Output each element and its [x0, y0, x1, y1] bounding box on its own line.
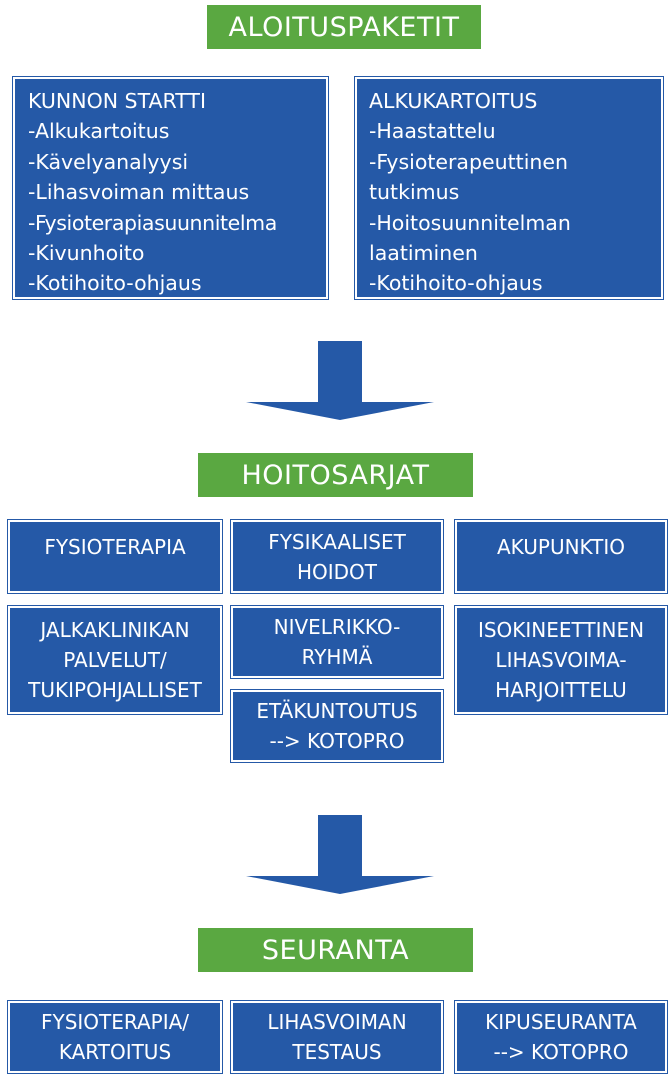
akupunktio-box: [455, 520, 667, 593]
alkukartoitus-title: ALKUKARTOITUS: [369, 89, 538, 113]
akupunktio-label: AKUPUNKTIO: [497, 535, 625, 559]
alkukartoitus-box: [355, 77, 663, 299]
isokineettinen-label: ISOKINEETTINEN LIHASVOIMA- HARJOITTELU: [477, 618, 645, 702]
fysioterapia-kartoitus-label: FYSIOTERAPIA/ KARTOITUS: [40, 1010, 190, 1064]
etakuntoutus-label: ETÄKUNTOUTUS --> KOTOPRO: [256, 699, 418, 753]
down-arrow-icon: [244, 815, 436, 895]
kunnon-startti-item: -Kotihoito-ohjaus: [28, 271, 202, 296]
down-arrow-icon: [244, 341, 436, 421]
alkukartoitus-line: laatiminen: [369, 241, 478, 266]
jalkaklinikka-box: [8, 606, 222, 714]
alkukartoitus-line: tutkimus: [369, 180, 460, 205]
fysioterapia-label: FYSIOTERAPIA: [44, 535, 186, 559]
isokineettinen-box: [455, 606, 667, 714]
kunnon-startti-title: KUNNON STARTTI: [28, 89, 207, 113]
fysikaaliset-hoidot-box: [231, 520, 443, 593]
nivelrikko-ryhma-box: [231, 606, 443, 678]
hoitosarjat-header: HOITOSARJAT: [198, 453, 473, 497]
kunnon-startti-item: -Kivunhoito: [28, 241, 145, 266]
lihasvoiman-testaus-box: [231, 1001, 443, 1073]
seuranta-header: SEURANTA: [198, 928, 473, 972]
kunnon-startti-item: -Fysioterapiasuunnitelma: [28, 210, 277, 235]
fysioterapia-box: [8, 520, 222, 593]
fysikaaliset-hoidot-label: FYSIKAALISET HOIDOT: [268, 529, 406, 584]
nivelrikko-ryhma-label: NIVELRIKKO- RYHMÄ: [273, 615, 401, 669]
kunnon-startti-item: -Alkukartoitus: [28, 119, 170, 144]
etakuntoutus-box: [231, 690, 443, 762]
alkukartoitus-line: -Kotihoito-ohjaus: [369, 271, 543, 296]
kipuseuranta-box: [455, 1001, 667, 1073]
alkukartoitus-line: -Haastattelu: [369, 119, 496, 144]
aloituspaketit-header: ALOITUSPAKETIT: [207, 5, 481, 49]
lihasvoiman-testaus-label: LIHASVOIMAN TESTAUS: [267, 1010, 407, 1064]
fysioterapia-kartoitus-box: [8, 1001, 222, 1073]
kipuseuranta-label: KIPUSEURANTA --> KOTOPRO: [485, 1010, 637, 1064]
kunnon-startti-item: -Lihasvoiman mittaus: [28, 180, 250, 205]
alkukartoitus-line: -Fysioterapeuttinen: [369, 149, 568, 174]
kunnon-startti-item: -Kävelyanalyysi: [28, 149, 189, 174]
jalkaklinikka-label: JALKAKLINIKAN PALVELUT/ TUKIPOHJALLISET: [28, 618, 202, 702]
kunnon-startti-box: [13, 77, 328, 299]
alkukartoitus-line: -Hoitosuunnitelman: [369, 210, 571, 235]
